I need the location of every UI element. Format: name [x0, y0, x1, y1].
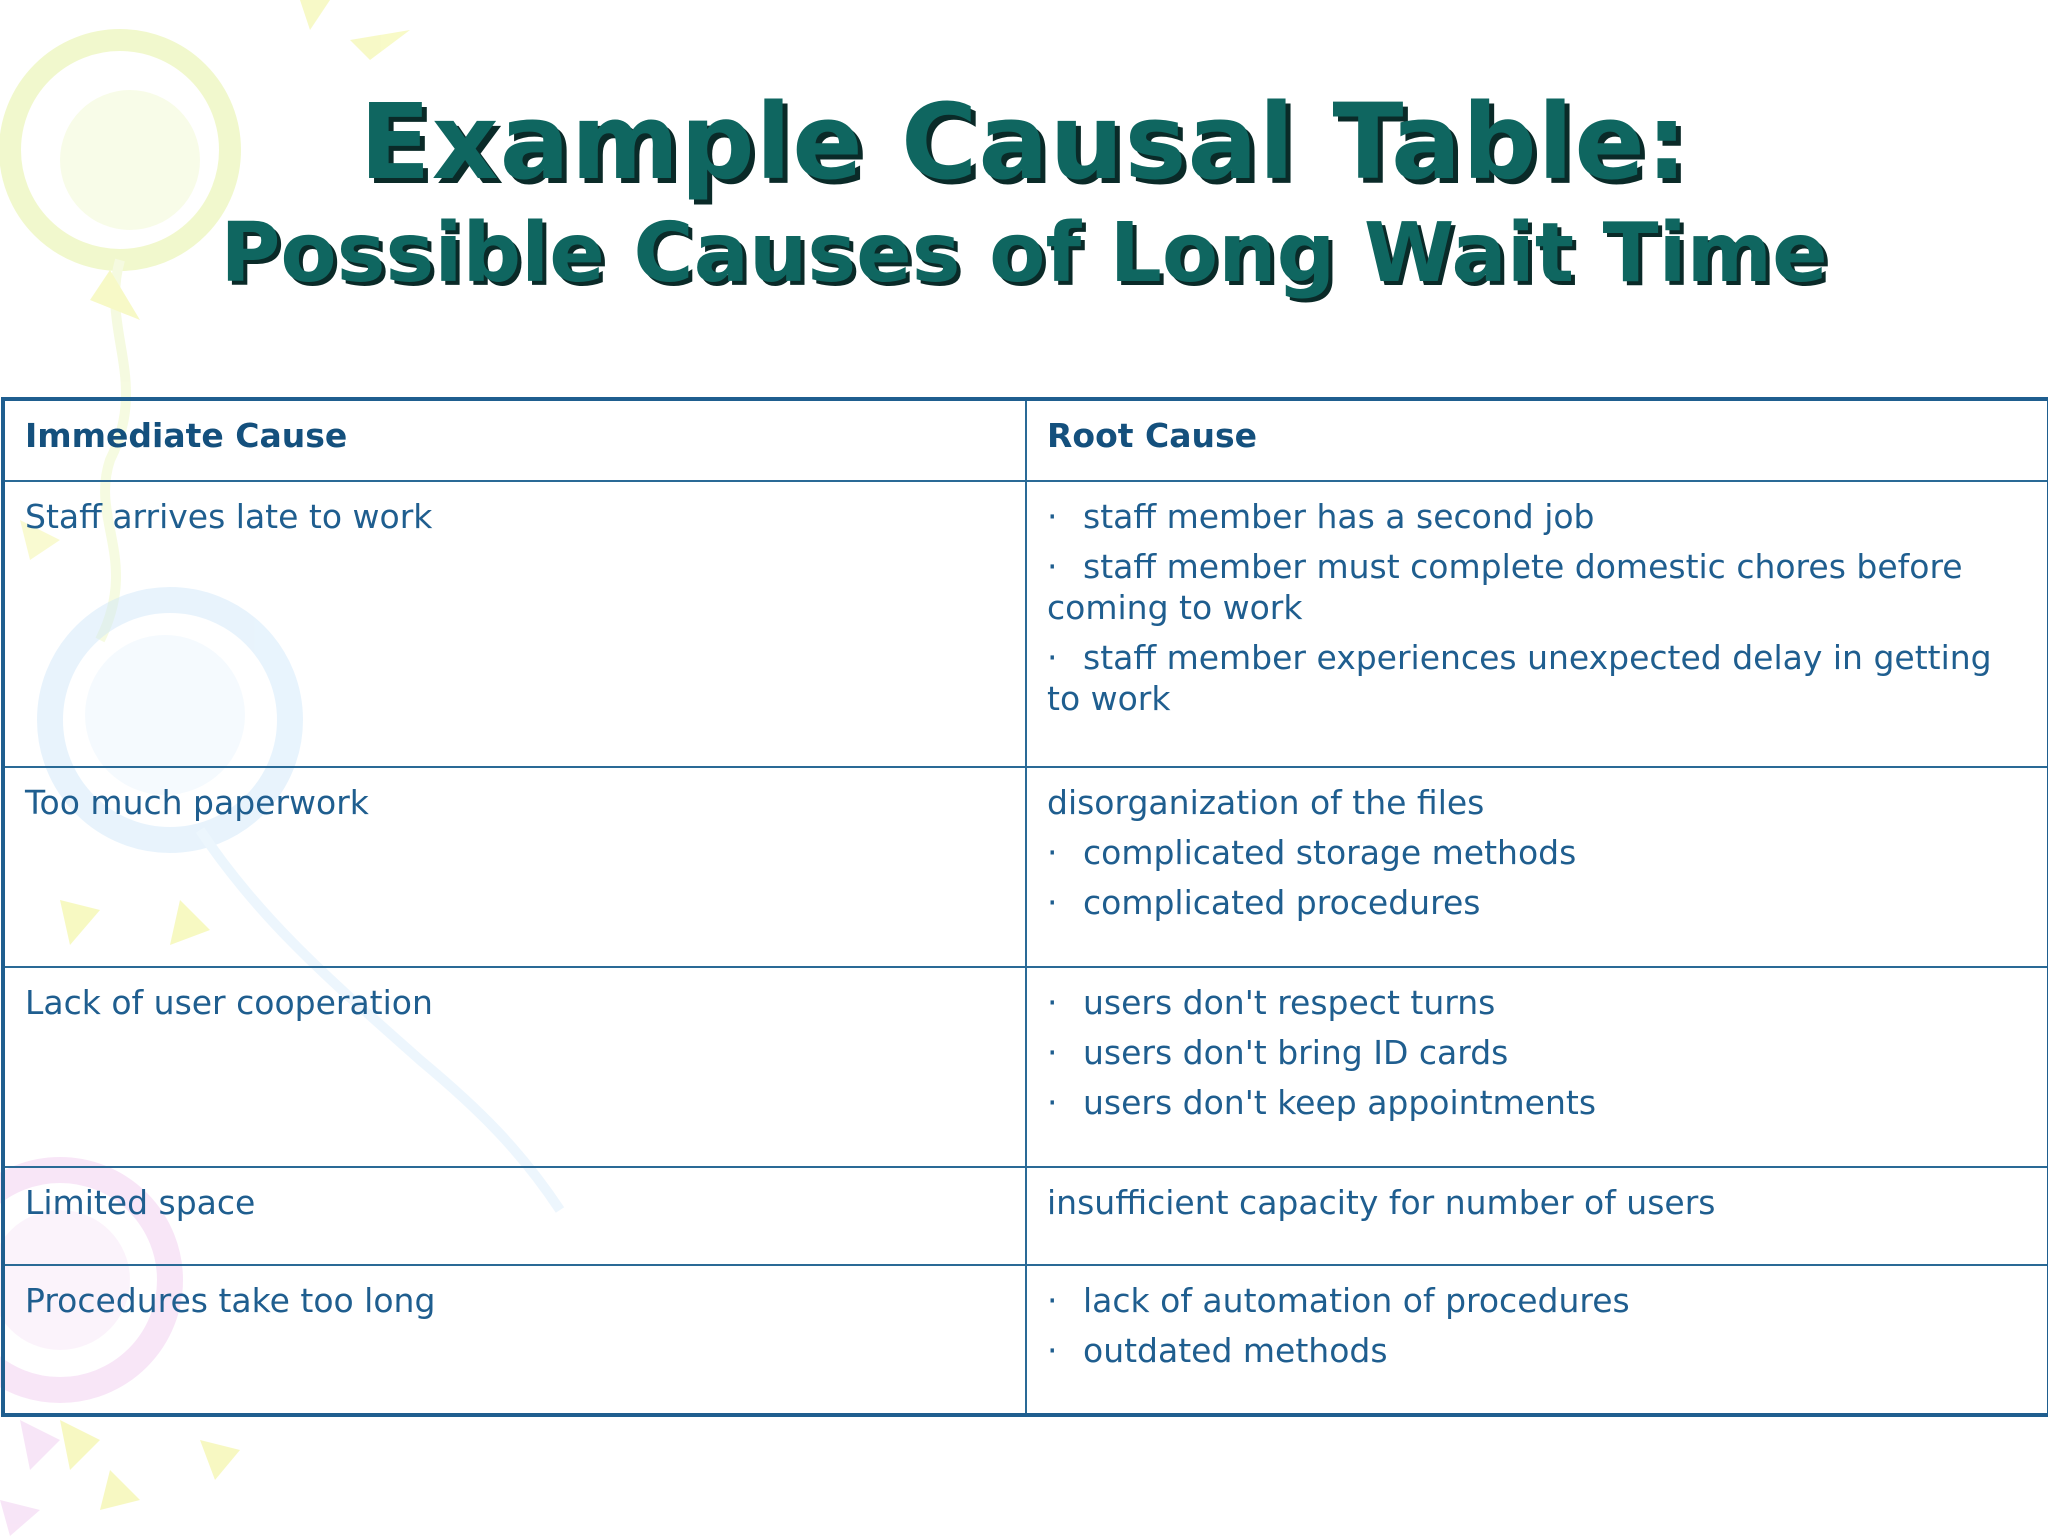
slide-subtitle: Possible Causes of Long Wait Time: [220, 206, 1828, 301]
root-cause-cell: [1026, 767, 2048, 967]
root-cause-text: staff member experiences unexpected delay in getting to work: [1047, 638, 1992, 718]
bullet-dot: ·: [1047, 833, 1058, 872]
root-cause-cell: [1026, 1265, 2048, 1415]
immediate-cause-cell: Lack of user cooperation: [3, 967, 1026, 1167]
root-cause-text: lack of automation of procedures: [1083, 1281, 1630, 1320]
header-immediate-cause: Immediate Cause: [3, 399, 1026, 481]
bullet-dot: ·: [1047, 497, 1058, 536]
root-cause-item: [1047, 782, 2027, 823]
immediate-cause-cell: Staff arrives late to work: [3, 481, 1026, 767]
table-row: [3, 767, 2048, 967]
table-row: [3, 1265, 2048, 1415]
root-cause-item: [1047, 637, 2027, 719]
immediate-cause-cell: Limited space: [3, 1167, 1026, 1265]
root-cause-text: users don't respect turns: [1083, 983, 1496, 1022]
bullet-dot: ·: [1047, 1331, 1058, 1370]
root-cause-item: [1047, 1330, 2027, 1371]
root-cause-item: [1047, 546, 2027, 628]
root-cause-item: [1047, 832, 2027, 873]
root-cause-text: users don't bring ID cards: [1083, 1033, 1509, 1072]
root-cause-item: [1047, 1182, 2027, 1223]
header-root-cause: Root Cause: [1026, 399, 2048, 481]
root-cause-cell: [1026, 967, 2048, 1167]
root-cause-text: staff member must complete domestic chores before coming to work: [1047, 547, 1963, 627]
table-row: [3, 1167, 2048, 1265]
immediate-cause-cell: Too much paperwork: [3, 767, 1026, 967]
root-cause-text: complicated storage methods: [1083, 833, 1577, 872]
bullet-dot: ·: [1047, 1083, 1058, 1122]
root-cause-text: outdated methods: [1083, 1331, 1388, 1370]
bullet-dot: ·: [1047, 1281, 1058, 1320]
slide-title: Example Causal Table:: [359, 81, 1689, 203]
table-header-row: [3, 399, 2048, 481]
root-cause-text: complicated procedures: [1083, 883, 1481, 922]
bullet-dot: ·: [1047, 983, 1058, 1022]
root-cause-item: [1047, 882, 2027, 923]
root-cause-text: insufficient capacity for number of users: [1047, 1183, 1716, 1222]
root-cause-cell: [1026, 1167, 2048, 1265]
root-cause-text: users don't keep appointments: [1083, 1083, 1597, 1122]
bullet-dot: ·: [1047, 883, 1058, 922]
root-cause-item: [1047, 1082, 2027, 1123]
root-cause-cell: [1026, 481, 2048, 767]
bullet-dot: ·: [1047, 638, 1058, 677]
root-cause-item: [1047, 982, 2027, 1023]
causal-table: [1, 397, 2048, 1417]
bullet-dot: ·: [1047, 547, 1058, 586]
root-cause-text: staff member has a second job: [1083, 497, 1595, 536]
immediate-cause-cell: Procedures take too long: [3, 1265, 1026, 1415]
root-cause-item: [1047, 496, 2027, 537]
table-row: [3, 967, 2048, 1167]
root-cause-item: [1047, 1032, 2027, 1073]
root-cause-text: disorganization of the files: [1047, 783, 1485, 822]
root-cause-item: [1047, 1280, 2027, 1321]
bullet-dot: ·: [1047, 1033, 1058, 1072]
table-row: [3, 481, 2048, 767]
slide-title-block: [0, 80, 2048, 304]
